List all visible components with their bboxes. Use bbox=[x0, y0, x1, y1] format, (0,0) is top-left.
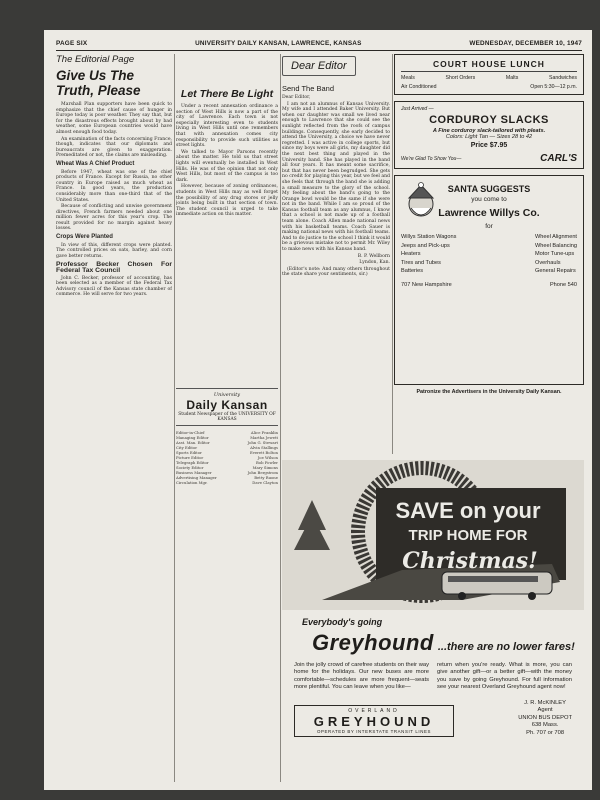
lights-paragraph: However, because of zoning ordinances, students in West Hills may as well forget the possibility of any drug stores or jelly joints being built in that section of town. The student council is urged to take immediate action on this matter. bbox=[176, 184, 278, 218]
service-item: General Repairs bbox=[535, 268, 576, 275]
greyhound-brand: Greyhound bbox=[312, 630, 434, 655]
wreath-bus-illustration bbox=[282, 460, 584, 610]
service-list bbox=[401, 233, 577, 276]
service-item: Motor Tune-ups bbox=[535, 251, 575, 258]
greyhound-logo bbox=[294, 705, 454, 737]
header-rule bbox=[56, 50, 582, 51]
staff-row: City Editor Alvin Stallings bbox=[176, 444, 278, 450]
staff-row: Managing Editor Martha Jewett bbox=[176, 434, 278, 440]
column-rule bbox=[174, 54, 175, 782]
staff-row: Editor-in-Chief Alice Franklin bbox=[176, 429, 278, 435]
staff-row: Sports Editor Everett Bolton bbox=[176, 449, 278, 455]
letter-signature: B. P. Wellborn bbox=[357, 253, 390, 259]
staff-row: Asst. Man. Editor John G. Stewart bbox=[176, 439, 278, 445]
staff-row: Business Manager John Bergstrom bbox=[176, 469, 278, 475]
editorial-headline: Give Us The Truth, Please bbox=[56, 68, 141, 98]
staff-list bbox=[176, 430, 278, 485]
santa-for: for bbox=[485, 223, 493, 230]
patronize-line: Patronize the Advertisers in the University Daily Kansan. bbox=[416, 389, 562, 395]
greyhound-ad-text bbox=[282, 612, 584, 782]
santa-you: you come to bbox=[471, 196, 507, 203]
letters-column bbox=[282, 54, 390, 454]
service-item: Wheel Balancing bbox=[535, 242, 577, 249]
service-item: Tires and Tubes bbox=[401, 259, 441, 266]
lights-headline: Let There Be Light bbox=[180, 88, 274, 100]
letter-place: Lyndon, Kan. bbox=[359, 260, 390, 266]
service-item: Heaters bbox=[401, 251, 421, 258]
page-number: PAGE SIX bbox=[56, 39, 88, 47]
dealer-phone: Phone 540 bbox=[549, 281, 577, 288]
letter-salutation: Dear Editor, bbox=[282, 95, 311, 100]
service-item: Overhauls bbox=[535, 259, 561, 266]
staff-row: Advertising Manager Betty Ruone bbox=[176, 474, 278, 480]
page-header bbox=[56, 38, 582, 48]
logo-operated: OPERATED BY INTERSTATE TRANSIT LINES bbox=[316, 729, 432, 735]
santa-willys-ad bbox=[394, 175, 584, 385]
corduroy-ad bbox=[394, 101, 584, 169]
service-item: Willys Station Wagons bbox=[401, 234, 457, 240]
lights-paragraph: Under a recent annexation ordinance a section of West Hills is now a part of the city of Lawrence. Each town is not especially interesting even to students living in West Hills until one remembers that with annexation comes city responsibility to provide such utilities as street lights. bbox=[176, 104, 278, 149]
editorial-paragraph: Because of conflicting and unwise government directives, French farmers needed about one million fewer acres for this year's crop. The result provided for no margin against heavy losses. bbox=[56, 204, 172, 232]
editorial-paragraph: In view of this, different crops were planted. The controlled prices on oats, barley, and corn gave better returns. bbox=[56, 242, 172, 259]
editor-note: (Editor's note: And many others throughout the state share your sentiments, sir.) bbox=[282, 266, 390, 278]
dealer-address: 707 New Hampshire bbox=[401, 281, 452, 288]
logo-greyhound: GREYHOUND bbox=[313, 714, 435, 730]
corduroy-title: CORDUROY SLACKS bbox=[429, 114, 549, 126]
masthead-small: University bbox=[213, 391, 241, 398]
greyhound-col1: Join the jolly crowd of carefree students on their way home for the holidays. Our new buses are more comfortable—schedules are more frequent—seats more plentiful. You can leave when you like— bbox=[294, 662, 429, 691]
corduroy-colors: Colors: Light Tan — Sizes 28 to 42 bbox=[445, 134, 533, 140]
santa-icon bbox=[401, 182, 441, 222]
dear-editor-box: Dear Editor bbox=[282, 56, 356, 76]
editorial-paragraph: An examination of the facts concerning France, though, indicates that our diplomats and bureaucrats are given to exaggeration. Premeditated or not, the claims are misleading. bbox=[56, 136, 172, 159]
editorial-subhead: Wheat Was A Chief Product bbox=[56, 160, 135, 167]
editorial-paragraph: John C. Becker, professor of accounting, has been selected as a member of the Federal Tax Advisory council of the Kansas state chamber of commerce. He will serve for two years. bbox=[56, 275, 172, 298]
greyhound-head: Everybody's going bbox=[302, 617, 383, 627]
editorial-subhead: Crops Were Planted bbox=[56, 234, 113, 241]
corduroy-line: A Fine corduroy slack-tailored with pleats. bbox=[432, 128, 546, 134]
becker-headline: Professor Becker Chosen For Federal Tax Council bbox=[56, 261, 172, 275]
santa-suggests: SANTA SUGGESTS bbox=[447, 184, 531, 194]
save-line: SAVE on your bbox=[395, 498, 541, 523]
ads-column bbox=[394, 54, 584, 454]
paper-name: UNIVERSITY DAILY KANSAN, LAWRENCE, KANSAS bbox=[195, 39, 362, 47]
newspaper-page bbox=[44, 30, 592, 790]
agent-block: J. R. McKINLEY Agent UNION BUS DEPOT 638 Mass. Ph. 707 or 708 bbox=[518, 699, 572, 736]
greyhound-banner bbox=[282, 460, 584, 610]
staff-row: Society Editor Mary Simons bbox=[176, 464, 278, 470]
staff-row: Picture Editor Joe Wilson bbox=[176, 454, 278, 460]
greyhound-tail: ...there are no lower fares! bbox=[437, 641, 575, 653]
logo-overland: OVERLAND bbox=[348, 708, 400, 715]
letter-headline: Send The Band bbox=[282, 84, 334, 93]
corduroy-glad: We're Glad To Show You— bbox=[401, 155, 462, 162]
courthouse-title: COURT HOUSE LUNCH bbox=[401, 59, 577, 72]
letter-body: I am not an alumnus of Kansas University. My wife and I attended Baker University. But when our daughter was small we lived near enough to Lawrence that she could see the sunlight reflected from the roofs of campus buildings. Consequently, she early decided to attend the University, a choice we have never regretted. I was active in college sports, but since my boys were all girls, my daughter did the next best thing and played in the University band. She has played in the band all four years. It has meant some sacrifice, but that has never been begrudged. She gets no credit for playing this year, but we feel and she feels that through the band she is adding a small measure to the glory of the school. My feeling about the band's going to the Orange bowl would be the same if she were not in the band. While I am so proud of the Kansas football team as any alumnus, I know that a school is not made up of a football team alone. Coach Allen made national news with his basketball teams. Coach Sauer is making national news with his football teams. And to do justice to the school I think it would be a grievous mistake not to permit Mr. Wiley to make news with his Kansas band. bbox=[282, 101, 390, 253]
lights-paragraph: We talked to Mayor Parsons recently about the matter. He told us that street lights will eventually be installed in West Hills. He was of the opinion that not only West Hills, but most of the campus is too dark. bbox=[176, 149, 278, 183]
courthouse-lunch-ad bbox=[394, 54, 584, 95]
issue-date: WEDNESDAY, DECEMBER 10, 1947 bbox=[469, 39, 582, 47]
service-item: Batteries bbox=[401, 268, 424, 275]
corduroy-price: Price $7.95 bbox=[470, 142, 508, 149]
corduroy-arrived: Just Arrived — bbox=[401, 106, 434, 112]
service-item: Wheel Alignment bbox=[535, 234, 577, 240]
editorial-paragraph: Marshall Plan supporters have been quick to emphasize that the chief cause of hunger in Europe today is poor weather. They say that, but for the disastrous effects brought about by bad weather, some European countries would have almost enough food today. bbox=[56, 102, 172, 135]
staff-row: Telegraph Editor Bob Fowler bbox=[176, 459, 278, 465]
dealer-name: Lawrence Willys Co. bbox=[438, 207, 540, 219]
kansan-masthead bbox=[176, 388, 278, 426]
courthouse-info: Air Conditioned Open 5:30—12 p.m. bbox=[401, 84, 577, 90]
section-title: The Editorial Page bbox=[56, 54, 135, 65]
masthead-sub: Student Newspaper of the UNIVERSITY OF KANSAS bbox=[178, 411, 276, 422]
service-item: Jeeps and Pick-ups bbox=[401, 242, 450, 249]
masthead-name: Daily Kansan bbox=[186, 397, 268, 412]
christmas-line: Christmas! bbox=[402, 548, 538, 574]
column-rule bbox=[280, 54, 281, 782]
courthouse-items: Meals Short Orders Malts Sandwiches bbox=[401, 75, 577, 81]
lights-column bbox=[176, 54, 278, 782]
column-rule bbox=[392, 54, 393, 454]
staff-row: Circulation Mgr. Dave Clayton bbox=[176, 479, 278, 485]
editorial-column bbox=[56, 54, 172, 782]
trip-line: TRIP HOME FOR bbox=[408, 527, 528, 544]
carls-logo: CARL'S bbox=[540, 153, 577, 164]
greyhound-col2: return when you're ready. What is more, you can give another gift—or a better gift—with the money you save by going Greyhound. For full information see your nearest Overland Greyhound agent now! bbox=[437, 662, 572, 691]
editorial-paragraph: Before 1947, wheat was one of the chief products of France. Except for Russia, no other country in Europe raised as much wheat as France. In good years, the production considerably more than one-third that of the United States. bbox=[56, 169, 172, 203]
